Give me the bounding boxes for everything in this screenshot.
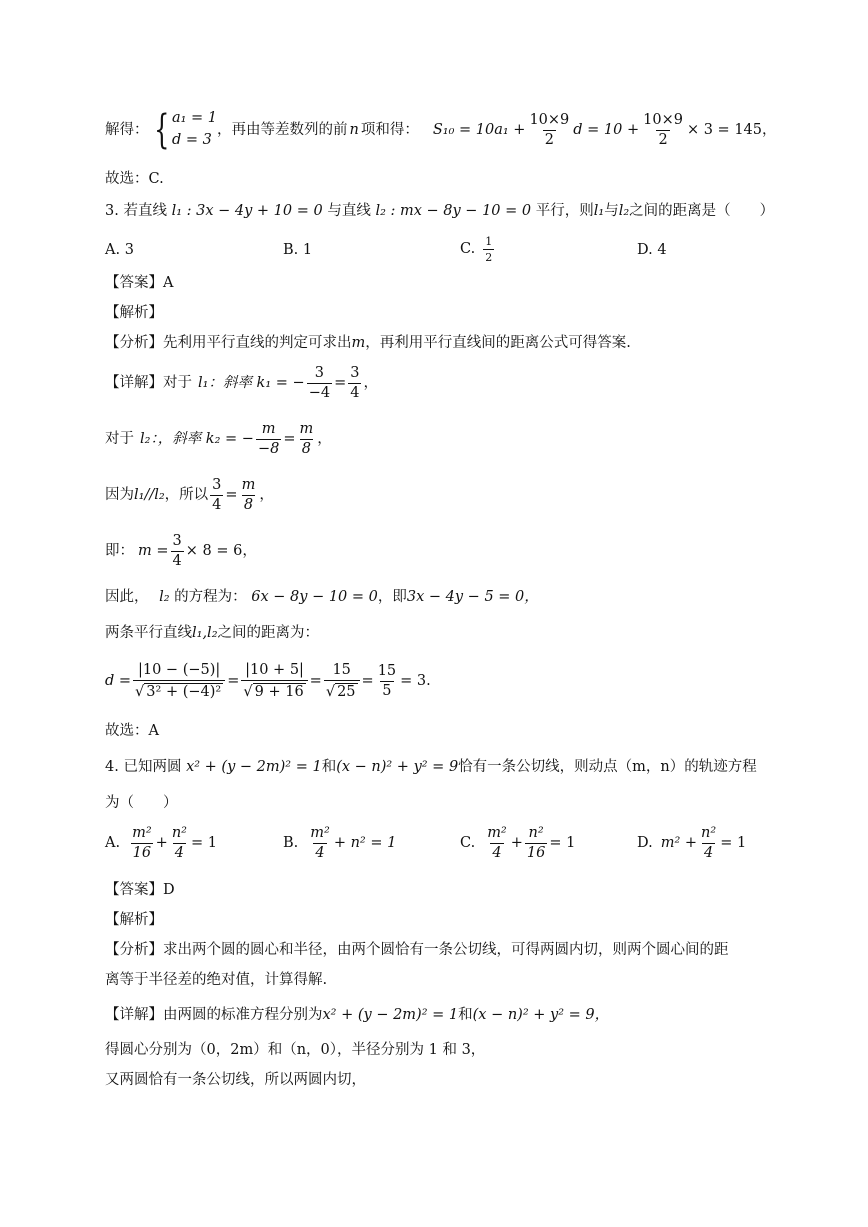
q3-option-a: A. 3 xyxy=(105,242,134,258)
q3-answer: 【答案】A xyxy=(105,275,174,291)
q4-option-a: A. $\frac{\text{m²}}{16}$ + $\frac{\text{n²}}{4}$ = 1 xyxy=(105,825,217,861)
q3-detail-line6: 两条平行直线l₁,l₂之间的距离为： xyxy=(105,625,320,641)
q3-distance-formula: d = |10 − (−5)| √ 3² + (−4)² = |10 + 5| √ 9 + 16 = 15 √ 25 = $\frac{15}{5}$ = 3. xyxy=(105,662,431,700)
q3-detail-line5: 因此， l₂ 的方程为： 6x − 8y − 10 = 0，即3x − 4y − 5 = 0， xyxy=(105,589,539,605)
q3-choose: 故选：A xyxy=(105,723,159,739)
q3-detail-line3: 因为 l₁//l₂ ，所以 $\frac{3}{4}$ = $\frac{m}{8}$ ， xyxy=(105,477,274,513)
system-brace: { xyxy=(153,107,169,153)
q4-stem-line1: 4. 已知两圆 x² + (y − 2m)² = 1和(x − n)² + y² = 9恰有一条公切线，则动点（m，n）的轨迹方程 xyxy=(105,759,757,775)
fraction: $\frac{10\times 9}{2}$ xyxy=(529,112,570,148)
q4-analysis-head: 【解析】 xyxy=(105,912,163,928)
q4-option-b: B. $\frac{\text{m²}}{4}$ + n² = 1 xyxy=(283,825,397,861)
solve-label: 解得： xyxy=(105,121,149,138)
q4-stem-line2: 为（ ） xyxy=(105,795,178,811)
q3-detail-line2: 对于 l₂ ：，斜率 k₂ = − $\frac{m}{-8}$ = $\frac{m}{8}$ ， xyxy=(105,421,332,457)
q4-option-c: C. $\frac{\text{m²}}{4}$ + $\frac{\text{n²}}{16}$ = 1 xyxy=(460,825,576,861)
q3-option-b: B. 1 xyxy=(283,242,313,258)
q3-option-d: D. 4 xyxy=(637,242,667,258)
q3-analysis-head: 【解析】 xyxy=(105,305,163,321)
q4-detail-line1: 【详解】由两圆的标准方程分别为x² + (y − 2m)² = 1和(x − n)² + y² = 9， xyxy=(105,1007,610,1023)
choose-line: 故选：C. xyxy=(105,171,164,187)
q4-answer: 【答案】D xyxy=(105,882,175,898)
equation-system: a₁ = 1 d = 3 xyxy=(171,110,218,148)
q4-analysis-line2: 离等于半径差的绝对值，计算得解. xyxy=(105,972,328,988)
q4-detail-line3: 又两圆恰有一条公切线，所以两圆内切， xyxy=(105,1072,366,1088)
fraction: $\frac{10\times 9}{2}$ xyxy=(643,112,683,148)
q4-option-d: D. m² + $\frac{\text{n²}}{4}$ = 1 xyxy=(637,825,747,861)
solution-line-1: 解得： { a₁ = 1 d = 3 ，再由等差数列的前 n 项和得： S₁₀ = 10a₁ + $\frac{10\times 9}{2}$ d = 10 + $\frac{10\times 9}{2}$ × 3 = 145， xyxy=(105,107,777,153)
q3-detail-line1: 【详解】对于 l₁ ：斜率 k₁ = − $\frac{3}{-4}$ = $\frac{3}{4}$ ， xyxy=(105,365,378,401)
q3-analysis: 【分析】先利用平行直线的判定可求出m，再利用平行直线间的距离公式可得答案. xyxy=(105,335,631,351)
q3-detail-line4: 即： m = $\frac{3}{4}$ × 8 = 6， xyxy=(105,533,257,569)
q3-stem: 3. 若直线 l₁ : 3x − 4y + 10 = 0 与直线 l₂ : mx − 8y − 10 = 0 平行，则l₁与l₂之间的距离是（ ） xyxy=(105,203,775,219)
q4-analysis-line1: 【分析】求出两个圆的圆心和半径，由两个圆恰有一条公切线，可得两圆内切，则两个圆心间的距 xyxy=(105,942,729,958)
q3-option-c: C. $\frac{1}{2}$ xyxy=(460,235,493,264)
q4-detail-line2: 得圆心分别为（0，2m）和（n，0），半径分别为 1 和 3， xyxy=(105,1042,486,1058)
